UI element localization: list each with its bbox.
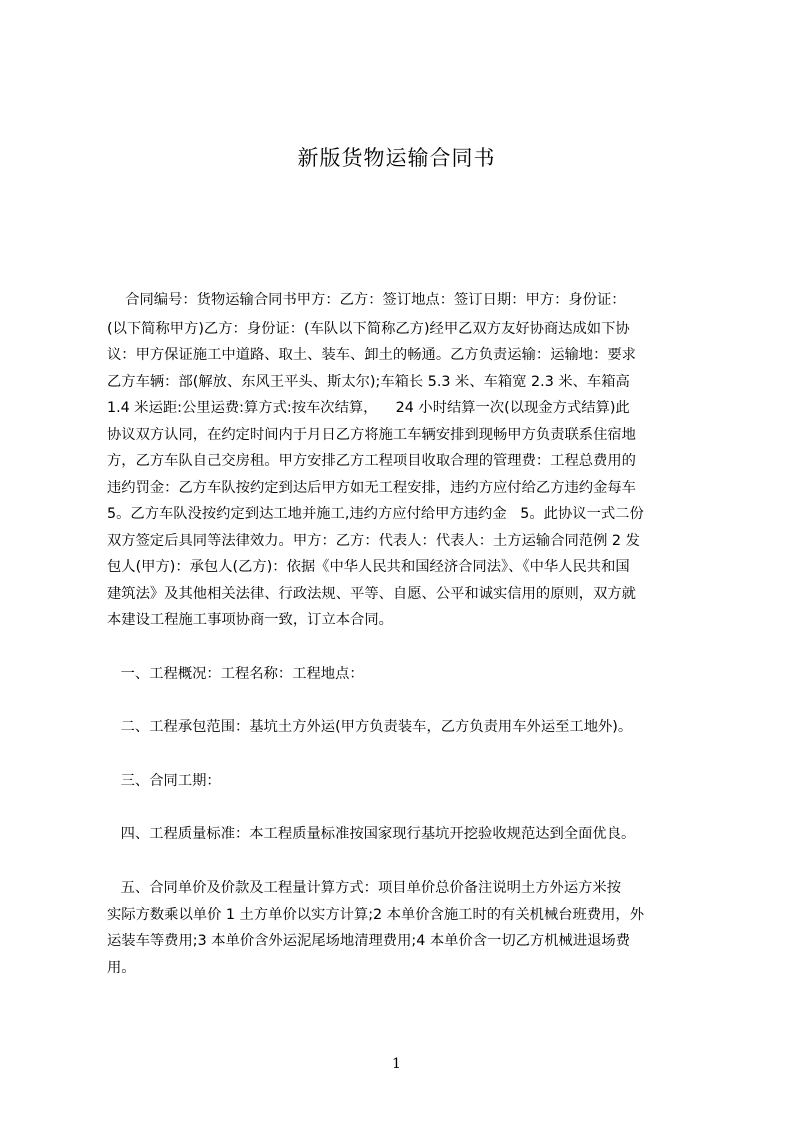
paragraph-line: 包人(甲方)：承包人(乙方)：依据《中华人民共和国经济合同法》、《中华人民共和国 <box>107 559 630 575</box>
paragraph-line: 本建设工程施工事项协商一致，订立本合同。 <box>107 612 393 628</box>
section-heading: 二、工程承包范围：基坑土方外运(甲方负责装车，乙方负责用车外运至工地外)。 <box>107 719 633 735</box>
paragraph-line: 5。乙方车队没按约定到达工地并施工,违约方应付给甲方违约金 5。此协议一式二份 <box>107 506 644 522</box>
paragraph-line: 1.4 米运距:公里运费:算方式:按车次结算， 24 小时结算一次(以现金方式结算)此 <box>107 400 630 416</box>
section-line: 用。 <box>107 960 136 976</box>
section-line: 实际方数乘以单价 1 土方单价以实方计算;2 本单价含施工时的有关机械台班费用，外 <box>107 907 645 923</box>
document-title: 新版货物运输合同书 <box>297 146 496 170</box>
paragraph-line: 双方签定后具同等法律效力。甲方：乙方：代表人：代表人：土方运输合同范例 2 发 <box>107 533 640 549</box>
paragraph-line: 建筑法》及其他相关法律、行政法规、平等、自愿、公平和诚实信用的原则，双方就 <box>107 586 636 602</box>
section-heading: 四、工程质量标准：本工程质量标准按国家现行基坑开挖验收规范达到全面优良。 <box>107 826 636 842</box>
section-heading: 一、工程概况：工程名称：工程地点： <box>107 666 364 682</box>
paragraph-line: 乙方车辆：部(解放、东风王平头、斯太尔);车箱长 5.3 米、车箱宽 2.3 米、车箱高 <box>107 374 630 390</box>
section-heading: 三、合同工期： <box>107 773 221 789</box>
paragraph-line: 议：甲方保证施工中道路、取土、装车、卸土的畅通。乙方负责运输：运输地：要求 <box>107 347 636 363</box>
section-line: 五、合同单价及价款及工程量计算方式：项目单价总价备注说明土方外运方米按 <box>107 880 622 896</box>
section-line: 运装车等费用;3 本单价含外运泥尾场地清理费用;4 本单价含一切乙方机械进退场费 <box>107 933 631 949</box>
paragraph-line: 协议双方认同，在约定时间内于月日乙方将施工车辆安排到现畅甲方负责联系住宿地 <box>107 427 636 443</box>
paragraph-line: 合同编号：货物运输合同书甲方：乙方：签订地点：签订日期：甲方：身份证： <box>107 292 626 308</box>
paragraph-line: 违约罚金：乙方车队按约定到达后甲方如无工程安排，违约方应付给乙方违约金每车 <box>107 480 636 496</box>
page-number: 1 <box>392 1056 401 1072</box>
paragraph-line: 方，乙方车队自己交房租。甲方安排乙方工程项目收取合理的管理费：工程总费用的 <box>107 453 636 469</box>
paragraph-line: (以下简称甲方)乙方：身份证：(车队以下简称乙方)经甲乙双方友好协商达成如下协 <box>107 321 630 337</box>
